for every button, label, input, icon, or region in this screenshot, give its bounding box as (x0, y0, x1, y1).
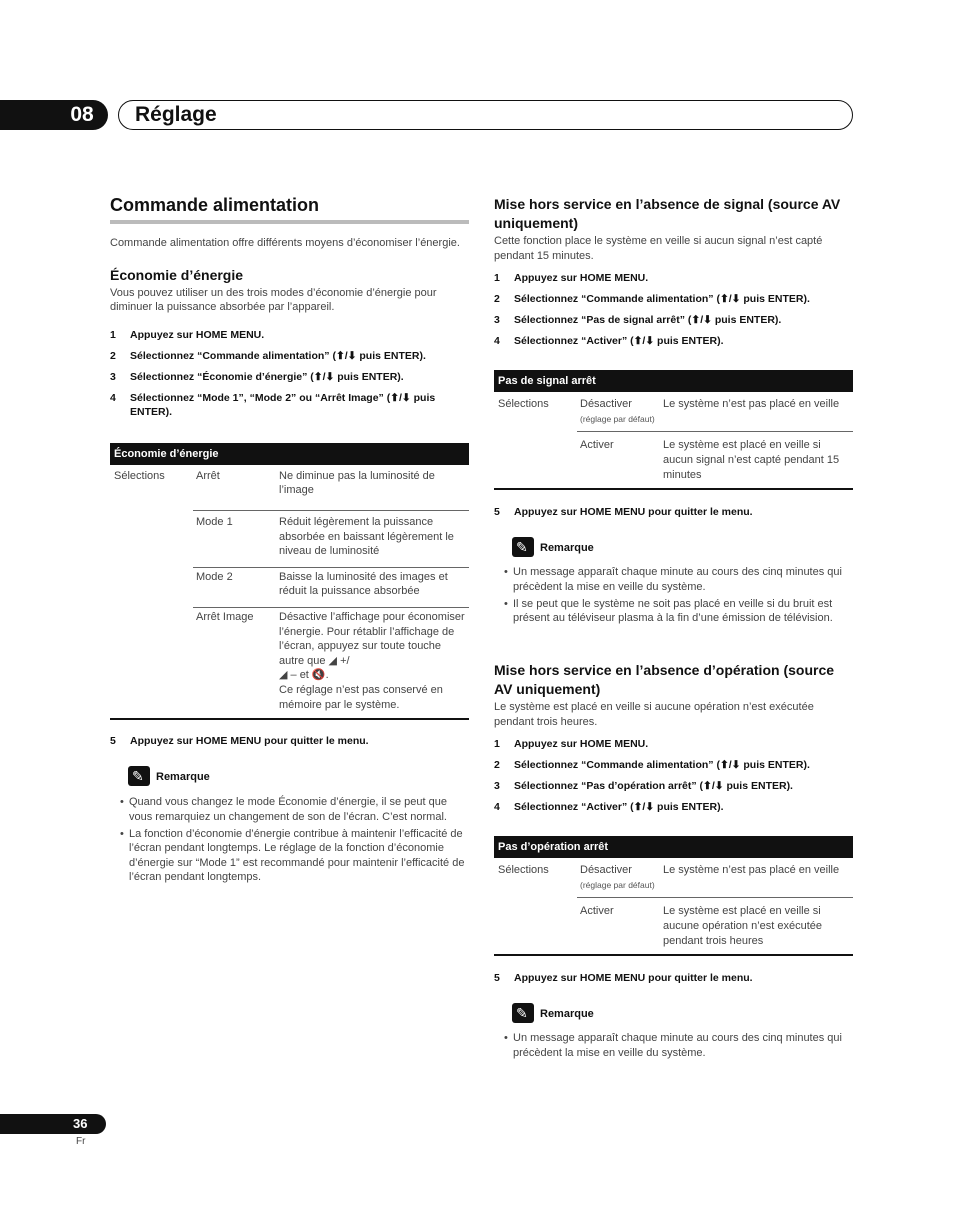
language-code: Fr (76, 1136, 86, 1147)
step: 3 Sélectionnez “Économie d’énergie” (⬆/⬇ puis ENTER). (110, 370, 404, 383)
steps-list: 1 Appuyez sur HOME MENU. 2 Sélectionnez “Commande alimentation” (⬆/⬇ puis ENTER). 3 Sélectionnez “Pas de signal arrêt” (⬆/⬇ puis ENTER). 4 Sélectionnez “Activer” (⬆/⬇ puis ENTER). (494, 272, 810, 348)
section-title: Commande alimentation (110, 195, 320, 215)
table-cell-desc: Réduit légèrement la puissance absorbée en baissant légèrement le niveau de luminosité (279, 515, 454, 558)
note-block (110, 766, 469, 787)
table-header: Économie d’énergie (110, 443, 469, 465)
chapter-badge (0, 100, 108, 130)
table-header: Pas d’opération arrêt (494, 836, 853, 858)
note-block: ✎Remarque (494, 537, 853, 558)
chapter-number: 08 (70, 103, 94, 126)
settings-table (494, 370, 853, 490)
step-final: 5 Appuyez sur HOME MENU pour quitter le menu. (494, 972, 753, 985)
step: 4 Sélectionnez “Mode 1”, “Mode 2” ou “Arrêt Image” (⬆/⬇ puis ENTER). (110, 391, 436, 418)
table-cell-option: Mode 2 (196, 570, 233, 583)
subsection-intro: Vous pouvez utiliser un des trois modes d’économie d’énergie pour diminuer la puissance absorbée par l’appareil. (110, 286, 437, 314)
section-intro: Cette fonction place le système en veille si aucun signal n’est capté pendant 15 minutes. (494, 235, 823, 262)
steps-list (110, 328, 469, 419)
note-title: Remarque (156, 771, 210, 784)
note-item: • Un message apparaît chaque minute au cours des cinq minutes qui précèdent la mise en veille du système. (494, 565, 853, 594)
page-number: 36 (73, 1116, 88, 1131)
step-final: 5 Appuyez sur HOME MENU pour quitter le menu. (494, 506, 753, 519)
table-cell-option: Arrêt Image (196, 610, 254, 623)
volume-plus-icon: ◢ +/ (328, 654, 350, 667)
page-number-badge (0, 1114, 106, 1134)
settings-table (494, 836, 853, 956)
section-intro: Commande alimentation offre différents moyens d’économiser l’énergie. (110, 237, 460, 249)
note-block: ✎Remarque (494, 1003, 853, 1024)
mute-icon: ◢ – et 🔇. (279, 669, 329, 682)
table-cell-option: Mode 1 (196, 515, 233, 528)
note-item: • La fonction d’économie d’énergie contribue à maintenir l’efficacité de l’écran pendant longtemps. Le réglage de la fonction d’économie d’énergie sur “Mode 1” est recommandé pour maintenir l’efficacité de l’écran pendant longtemps. (110, 827, 469, 885)
table-cell-option: Arrêt (196, 469, 220, 482)
section-intro: Le système est placé en veille si aucune opération n’est exécutée pendant trois heures. (494, 701, 814, 728)
left-column (110, 195, 469, 886)
table-cell-desc: Ne diminue pas la luminosité de l’image (279, 469, 435, 497)
section-title: Mise hors service en l’absence de signal (source AV uniquement) (494, 196, 841, 231)
pencil-note-icon (128, 766, 150, 786)
table-cell-desc: Désactive l’affichage pour économiser l’énergie. Pour rétablir l’affichage de l’écran, appuyez sur toute touche autre que ◢ +/ ◢ – et 🔇. Ce réglage n’est pas conservé en mémoire par le système. (279, 610, 465, 711)
note-item: • Quand vous changez le mode Économie d’énergie, il se peut que vous remarquiez un changement de son de l’écran. C’est normal. (110, 795, 469, 824)
settings-table (110, 443, 469, 720)
step-final: 5 Appuyez sur HOME MENU pour quitter le menu. (110, 735, 369, 748)
table-cell-desc: Baisse la luminosité des images et réduit la puissance absorbée (279, 570, 448, 598)
pencil-note-icon (512, 1003, 534, 1023)
step: 2 Sélectionnez “Commande alimentation” (⬆/⬇ puis ENTER). (110, 349, 426, 362)
pencil-note-icon (512, 537, 534, 557)
table-row: Sélections Désactiver (réglage par défaut) Le système n’est pas placé en veille Activer Le système est placé en veille si aucune opération n’est exécutée pendant trois heures (494, 858, 853, 948)
table-header: Pas de signal arrêt (494, 370, 853, 392)
chapter-title-frame (118, 100, 853, 130)
table-cell-label: Sélections (114, 469, 165, 482)
section-title: Mise hors service en l’absence d’opération (source AV uniquement) (494, 662, 835, 697)
right-column-signal (494, 195, 853, 627)
section-rule (110, 220, 469, 224)
note-item: • Un message apparaît chaque minute au cours des cinq minutes qui précèdent la mise en veille du système. (494, 1031, 853, 1060)
step: 1 Appuyez sur HOME MENU. (110, 328, 265, 341)
table-row (110, 465, 469, 712)
note-item: • Il se peut que le système ne soit pas placé en veille si du bruit est présent au téléviseur plasma à la fin d’une émission de télévision. (494, 597, 853, 626)
table-row: Sélections Désactiver (réglage par défaut) Le système n’est pas placé en veille Activer Le système est placé en veille si aucun signal n’est capté pendant 15 minutes (494, 392, 853, 482)
chapter-title: Réglage (135, 103, 217, 126)
right-column-operation (494, 661, 853, 1062)
subsection-title: Économie d’énergie (110, 266, 244, 283)
steps-list: 1 Appuyez sur HOME MENU. 2 Sélectionnez “Commande alimentation” (⬆/⬇ puis ENTER). 3 Sélectionnez “Pas d’opération arrêt” (⬆/⬇ puis ENTER). 4 Sélectionnez “Activer” (⬆/⬇ puis ENTER). (494, 738, 810, 814)
